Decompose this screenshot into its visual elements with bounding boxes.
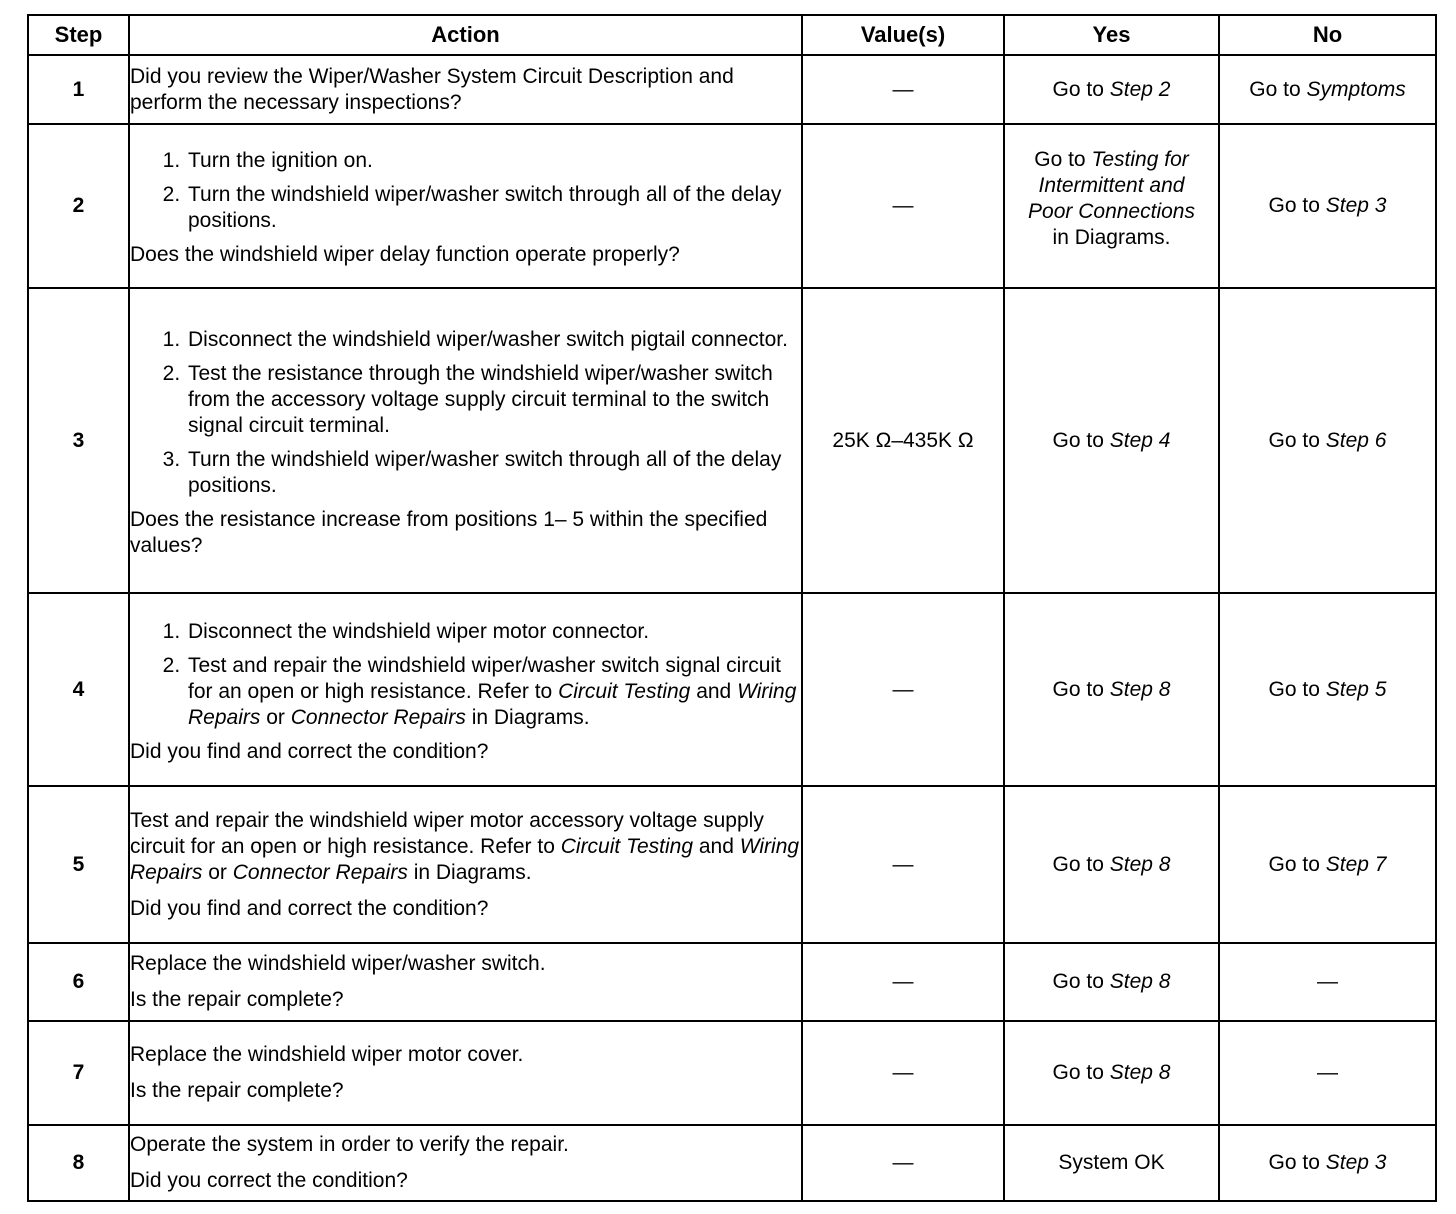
step-row-3: [28, 288, 1436, 593]
go-to-label: Go to: [1268, 677, 1320, 701]
header-action: Action: [129, 15, 802, 55]
step-number: 5: [28, 786, 129, 943]
action-question: Does the windshield wiper delay function operate properly?: [130, 243, 680, 266]
action-steps: [130, 148, 801, 234]
step-number: 8: [28, 1125, 129, 1201]
action-question: Is the repair complete?: [130, 988, 344, 1011]
item-text: or: [208, 860, 227, 884]
action-question: Does the resistance increase from positions 1– 5 within the specified values?: [130, 507, 768, 557]
item-text: and: [698, 834, 734, 858]
step-number: 1: [28, 55, 129, 124]
header-yes: Yes: [1004, 15, 1219, 55]
yes-target: Testing for: [1091, 148, 1189, 171]
action-cell: [129, 124, 802, 288]
value-cell: —: [802, 943, 1004, 1021]
no-cell: [1219, 55, 1436, 124]
no-target: Step 7: [1325, 852, 1387, 876]
no-target: Step 3: [1325, 194, 1387, 217]
no-cell: —: [1219, 943, 1436, 1021]
reference-wiring-repairs: Wiring Repairs: [188, 679, 797, 729]
go-to-label: Go to: [1052, 77, 1104, 101]
action-question: Did you find and correct the condition?: [130, 896, 489, 920]
yes-reference: [1028, 147, 1195, 251]
yes-in: in: [1052, 226, 1069, 249]
action-cell: [129, 55, 802, 124]
header-row: [28, 15, 1436, 55]
step-number: 7: [28, 1021, 129, 1125]
no-cell: [1219, 124, 1436, 288]
yes-cell: [1004, 55, 1219, 124]
action-cell: [129, 1125, 802, 1201]
item-text: or: [266, 705, 285, 729]
item-text: Test and repair the windshield wiper/washer switch signal circuit for an open or high resistance. Refer to: [188, 653, 781, 703]
yes-cell: [1004, 943, 1219, 1021]
step-row-1: [28, 55, 1436, 124]
value-cell: —: [802, 1125, 1004, 1201]
action-question: Is the repair complete?: [130, 1079, 344, 1102]
action-question: Did you review the Wiper/Washer System Circuit Description and perform the necessary inspections?: [130, 64, 734, 114]
item-text: and: [696, 679, 732, 703]
yes-target: Step 8: [1109, 677, 1171, 701]
no-target: Step 3: [1325, 1151, 1387, 1174]
action-step-item: 3. Turn the windshield wiper/washer switch through all of the delay positions.: [186, 447, 801, 499]
action-step-item: 1. Disconnect the windshield wiper motor connector.: [186, 619, 801, 645]
step-row-8: [28, 1125, 1436, 1201]
go-to-label: Go to: [1249, 77, 1301, 101]
action-text: Operate the system in order to verify the repair.: [130, 1133, 569, 1156]
action-question: Did you correct the condition?: [130, 1169, 408, 1192]
no-target: Step 5: [1325, 677, 1387, 701]
yes-cell: [1004, 1021, 1219, 1125]
reference-circuit-testing: Circuit Testing: [560, 834, 694, 858]
step-number: 4: [28, 593, 129, 786]
step-row-4: [28, 593, 1436, 786]
yes-cell: [1004, 593, 1219, 786]
go-to-label: Go to: [1052, 852, 1104, 876]
step-row-2: [28, 124, 1436, 288]
header-no: No: [1219, 15, 1436, 55]
diagnostic-table: [27, 14, 1437, 1202]
no-target: Step 6: [1325, 428, 1387, 452]
step-row-7: [28, 1021, 1436, 1125]
go-to-label: Go to: [1052, 677, 1104, 701]
step-row-5: [28, 786, 1436, 943]
step-row-6: [28, 943, 1436, 1021]
reference-connector-repairs: Connector Repairs: [290, 705, 466, 729]
value-cell: —: [802, 55, 1004, 124]
header-step: Step: [28, 15, 129, 55]
no-cell: [1219, 593, 1436, 786]
action-text: [130, 808, 801, 886]
value-cell: —: [802, 1021, 1004, 1125]
header-values: Value(s): [802, 15, 1004, 55]
go-to-label: Go to: [1052, 970, 1104, 993]
yes-target: Intermittent and: [1038, 174, 1185, 197]
reference-circuit-testing: Circuit Testing: [558, 679, 691, 703]
go-to-label: Go to: [1052, 1061, 1104, 1084]
yes-cell: [1004, 124, 1219, 288]
no-cell: [1219, 786, 1436, 943]
action-cell: [129, 1021, 802, 1125]
go-to-label: Go to: [1268, 194, 1320, 217]
step-number: 3: [28, 288, 129, 593]
yes-suffix: Diagrams.: [1074, 226, 1171, 249]
action-step-item: 1. Turn the ignition on.: [186, 148, 801, 174]
no-cell: [1219, 1125, 1436, 1201]
action-steps: [130, 619, 801, 731]
yes-cell: System OK: [1004, 1125, 1219, 1201]
value-cell: —: [802, 593, 1004, 786]
action-question: Did you find and correct the condition?: [130, 739, 489, 763]
value-cell: 25K Ω–435K Ω: [802, 288, 1004, 593]
go-to-label: Go to: [1052, 428, 1104, 452]
action-step-item: 2. Turn the windshield wiper/washer switch through all of the delay positions.: [186, 182, 801, 234]
yes-cell: [1004, 786, 1219, 943]
yes-target: Step 8: [1109, 852, 1171, 876]
step-number: 2: [28, 124, 129, 288]
action-step-item: 2. Test the resistance through the windshield wiper/washer switch from the accessory voltage supply circuit terminal to the switch signal circuit terminal.: [186, 361, 801, 439]
go-to-label: Go to: [1034, 148, 1086, 171]
action-text: Replace the windshield wiper motor cover.: [130, 1043, 524, 1066]
yes-cell: [1004, 288, 1219, 593]
reference-wiring-repairs: Wiring Repairs: [130, 834, 800, 884]
item-text: in Diagrams.: [471, 705, 590, 729]
value-cell: —: [802, 124, 1004, 288]
yes-target: Poor Connections: [1028, 200, 1195, 223]
yes-target: Step 8: [1109, 1061, 1171, 1084]
action-cell: [129, 786, 802, 943]
value-cell: —: [802, 786, 1004, 943]
item-text: in Diagrams.: [413, 860, 532, 884]
go-to-label: Go to: [1268, 852, 1320, 876]
action-steps: [130, 327, 801, 499]
no-cell: —: [1219, 1021, 1436, 1125]
item-text: Test and repair the windshield wiper motor accessory voltage supply circuit for an open or high resistance. Refer to: [130, 808, 764, 858]
yes-target: Step 2: [1109, 77, 1171, 101]
action-cell: [129, 288, 802, 593]
step-number: 6: [28, 943, 129, 1021]
action-cell: [129, 943, 802, 1021]
no-cell: [1219, 288, 1436, 593]
go-to-label: Go to: [1268, 1151, 1320, 1174]
yes-target: Step 4: [1109, 428, 1171, 452]
reference-connector-repairs: Connector Repairs: [232, 860, 408, 884]
action-step-item: 1. Disconnect the windshield wiper/washer switch pigtail connector.: [186, 327, 801, 353]
action-text: Replace the windshield wiper/washer switch.: [130, 952, 546, 975]
action-cell: [129, 593, 802, 786]
no-target: Symptoms: [1306, 77, 1406, 101]
go-to-label: Go to: [1268, 428, 1320, 452]
yes-target: Step 8: [1109, 970, 1171, 993]
action-step-item: [186, 653, 801, 731]
